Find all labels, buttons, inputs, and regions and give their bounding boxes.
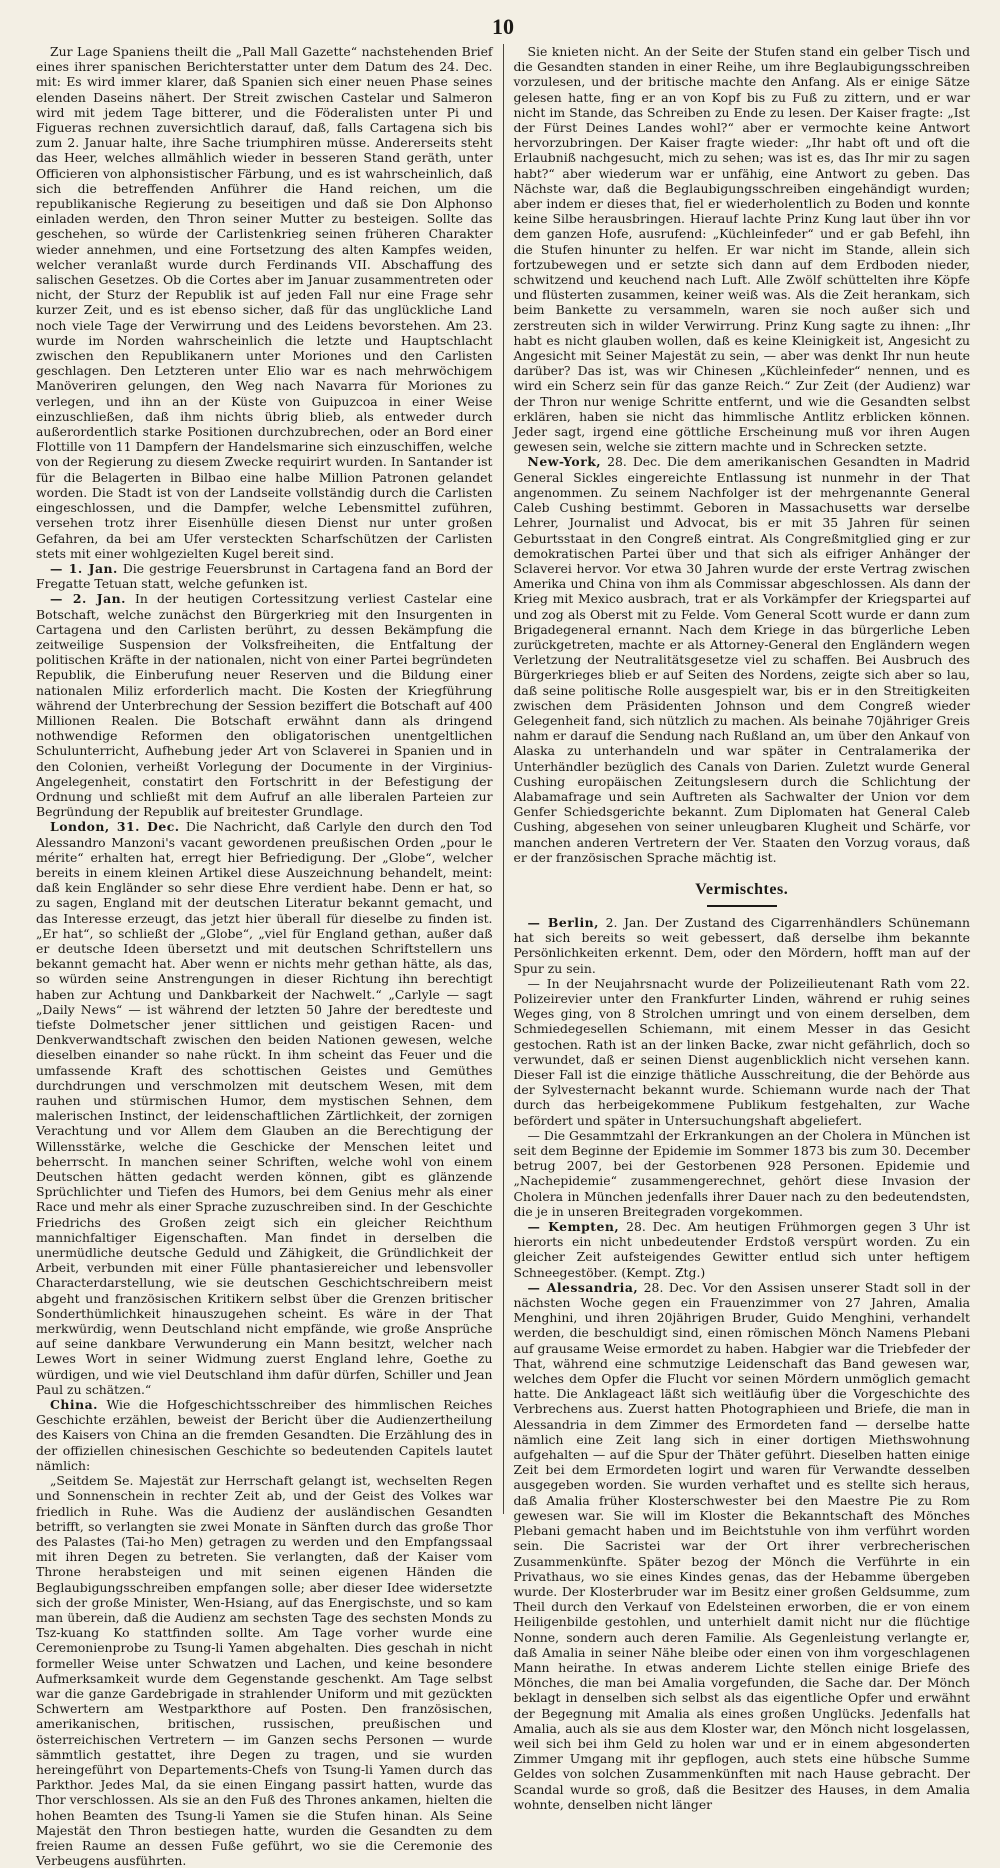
dateline: New-York, (527, 454, 602, 470)
column-rule (503, 44, 504, 1514)
paragraph-text: — Die Gesammtzahl der Erkrankungen an der Cholera in München ist seit dem Beginne der Epidemie im Sommer 1873 bis zum 30. December betrug 2007, bei der Gestorbenen 928 Personen. Epidemie und „Nachepidemie“ zusammengerechnet, gehört diese Invasion der Cholera in München jedenfalls ihrer Dauer nach zu den bedeutendsten, die je in unseren Breitegraden vorgekommen. (513, 1127, 970, 1219)
paragraph-text: „Seitdem Se. Majestät zur Herrschaft gelangt ist, wechselten Regen und Sonnenschein in rechter Zeit ab, und der Geist des Volkes war friedlich in Ruhe. Was die Audienz der ausländischen Gesandten betrifft, so verlangten sie zwei Monate in Sänften durch das große Thor des Palastes (Tai-ho Men) getragen zu werden und den Empfangssaal mit ihren Degen zu betreten. Sie verlangten, daß der Kaiser vom Throne herabsteigen und mit seinen eigenen Händen die Beglaubigungsschreiben empfangen solle; aber dieser Idee widersetzte sich der große Minister, Wen-Hsiang, auf das Energischste, und so kam man überein, daß die Audienz am sechsten Tage des sechsten Monds zu Tsz-kuang Ko stattfinden sollte. Am Tage vorher wurde eine Ceremonienprobe zu Tsung-li Yamen abgehalten. Dies geschah in nicht formeller Weise unter Schwatzen und Lachen, und keine besondere Aufmerksamkeit wurde dem Gegenstande geschenkt. Am Tage selbst war die ganze Gardebrigade in strahlender Uniform und mit gezückten Schwertern am Westparkthore auf Posten. Den französischen, amerikanischen, britischen, russischen, preußischen und österreichischen Vertretern — im Ganzen sechs Personen — wurde sämmtlich gestattet, ihre Degen zu tragen, und sie wurden hereingeführt von Departements-Chefs von Tsung-li Yamen durch das Parkthor. Jedes Mal, da sie einen Eingang passirt hatten, wurde das Thor verschlossen. Als sie an den Fuß des Thrones ankamen, hielten die hohen Beamten des Tsung-li Yamen sie die Stufen hinan. Als Seine Majestät den Thron bestiegen hatte, wurden die Gesandten zu dem freien Raume an dessen Fuße geführt, wo sie die Ceremonie des Verbeugens ausführten. (36, 1473, 493, 1868)
paragraph-text: Die gestrige Feuersbrunst in Cartagena fand an Bord der Fregatte Tetuan statt, welche gefunken ist. (36, 560, 493, 592)
article-paragraph (514, 454, 971, 864)
paragraph-text: Sie knieten nicht. An der Seite der Stufen stand ein gelber Tisch und die Gesandten standen in einer Reihe, um ihre Beglaubigungsschreiben vorzulesen, und der britische machte den Anfang. Als er einige Sätze gelesen hatte, fing er an von Kopf bis zu Fuß zu zittern, und er war nicht im Stande, das Schreiben zu Ende zu lesen. Der Kaiser fragte: „Ist der Fürst Deines Landes wohl?“ aber er vermochte keine Antwort hervorzubringen. Der Kaiser fragte wieder: „Ihr habt oft und oft die Erlaubniß nachgesucht, mich zu sehen; was ist es, das Ihr mir zu sagen habt?“ aber wiederum war er unfähig, eine Antwort zu geben. Das Nächste war, daß die Beglaubigungsschreiben eingehändigt wurden; aber indem er dieses that, fiel er wiederholentlich zu Boden und konnte keine Silbe herausbringen. Hierauf lachte Prinz Kung laut über ihn vor dem ganzen Hofe, ausrufend: „Küchleinfeder“ und er gab Befehl, ihn die Stufen hinunter zu helfen. Er war nicht im Stande, allein sich fortzubewegen und er setzte sich dann auf dem Erdboden nieder, schwitzend und keuchend nach Luft. Alle Zwölf schüttelten ihre Köpfe und flüsterten zusammen, keiner weiß was. Als die Zeit herankam, sich beim Bankette zu versammeln, waren sie noch außer sich und zerstreuten sich in wilder Verwirrung. Prinz Kung sagte zu ihnen: „Ihr habt es nicht glauben wollen, daß es keine Kleinigkeit ist, Angesicht zu Angesicht mit Seiner Majestät zu sein, — aber was denkt Ihr nun heute darüber? Das ist, was wir Chinesen „Küchleinfeder“ nennen, und es wird ein Scherz sein für das ganze Reich.“ Zur Zeit (der Audienz) war der Thron nur wenige Schritte entfernt, und wie die Gesandten selbst erklären, haben sie nicht das himmlische Antlitz erblicken können. Jeder sagt, irgend eine göttliche Erscheinung muß vor ihren Augen gewesen sein, welche sie zittern machte und in Schrecken setzte. (513, 44, 970, 455)
article-paragraph (514, 915, 971, 976)
article-paragraph (514, 1219, 971, 1280)
dateline: — Berlin, (527, 914, 599, 930)
right-column (513, 44, 971, 1812)
article-paragraph (514, 1280, 971, 1812)
paragraph-text: 28. Dec. Die dem amerikanischen Gesandten in Madrid General Sickles eingereichte Entlassung ist nunmehr in der That angenommen. Zu seinem Nachfolger ist der mehrgenannte General Caleb Cushing bestimmt. Geboren in Massachusetts war derselbe Lehrer, Journalist und Advocat, bis er mit 35 Jahren für seinen Geburtsstaat in den Congreß eintrat. Als Congreßmitglied ging er zur demokratischen Partei über und that sich als eifriger Anhänger der Sclaverei hervor. Vor etwa 30 Jahren wurde der erste Vertrag zwischen Amerika und China von ihm als Commissar abgeschlossen. Als dann der Krieg mit Mexico ausbrach, trat er als Vorkämpfer der Kriegspartei auf und zog als Oberst mit zu Felde. Vom General Scott wurde er dann zum Brigadegeneral ernannt. Nach dem Kriege in das bürgerliche Leben zurückgetreten, machte er als Attorney-General den Engländern wegen Verletzung der Neutralitätsgesetze viel zu schaffen. Bei Ausbruch des Bürgerkrieges blieb er auf Seiten des Nordens, zeigte sich aber so lau, daß seine politische Rolle ausgespielt war, bis er in den Streitigkeiten zwischen dem Präsidenten Johnson und dem Congreß wieder Gelegenheit fand, sich nützlich zu machen. Als beinahe 70jähriger Greis nahm er darauf die Sendung nach Rußland an, um über den Ankauf von Alaska zu unterhandeln und war später in Centralamerika der Unterhändler bezüglich des Canals von Darien. Zuletzt wurde General Cushing europäischen Zeitungslesern durch die Schlichtung der Alabamafrage und sein Auftreten als Sachwalter der Union vor dem Genfer Schiedsgerichte bekannt. Zum Diplomaten hat General Caleb Cushing, abgesehen von seiner unleugbaren Klugheit und Schärfe, vor manchen anderen Vertretern der Ver. Staaten den Vorzug voraus, daß er der französischen Sprache mächtig ist. (513, 454, 970, 865)
article-paragraph (36, 561, 493, 591)
dateline: — Alessandria, (527, 1279, 639, 1295)
page-number: 10 (492, 14, 514, 39)
dateline: — 2. Jan. (50, 591, 126, 607)
dateline: — Kempten, (527, 1219, 620, 1235)
article-paragraph (514, 1128, 971, 1219)
paragraph-text: — In der Neujahrsnacht wurde der Polizeilieutenant Rath vom 22. Polizeirevier unter den Frankfurter Linden, während er ruhig seines Weges ging, von 8 Strolchen umringt und von einem derselben, dem Schmiedegesellen Schiemann, mit einem Messer in das Gesicht gestochen. Rath ist an der linken Backe, zwar nicht gefährlich, doch so verwundet, daß er seinen Dienst augenblicklich nicht versehen kann. Dieser Fall ist die einzige thätliche Ausschreitung, die der Behörde aus der Sylvesternacht bekannt wurde. Schiemann wurde nach der That durch das herbeigekommene Publikum festgehalten, zur Wache befördert und später in Untersuchungshaft abgeliefert. (513, 975, 970, 1128)
paragraph-text: Wie die Hofgeschichtsschreiber des himmlischen Reiches Geschichte erzählen, beweist der Bericht über die Audienzertheilung des Kaisers von China an die fremden Gesandten. Die Erzählung des in der offiziellen chinesischen Geschichte so bedeutenden Capitels lautet nämlich: (36, 1397, 493, 1473)
paragraph-text: Zur Lage Spaniens theilt die „Pall Mall Gazette“ nachstehenden Brief eines ihrer spanischen Berichterstatter unter dem Datum des 24. Dec. mit: Es wird immer klarer, daß Spanien sich einer neuen Phase seines elenden Daseins nähert. Der Streit zwischen Castelar und Salmeron wird mit jedem Tage bitterer, und die Föderalisten unter Pi und Figueras rechnen zuversichtlich darauf, daß, falls Cartagena sich bis zum 2. Januar halte, ihre Sache triumphiren müsse. Andererseits steht das Heer, welches allmählich wieder in besseren Stand geräth, unter Officieren von alphonsistischer Färbung, und es ist wahrscheinlich, daß sich die betreffenden Anführer die Hand reichen, um die republikanische Regierung zu beseitigen und daß sie Don Alphonso einladen werden, den Thron seiner Mutter zu besteigen. Sollte das geschehen, so würde der Carlistenkrieg seinen früheren Charakter wieder annehmen, und eine Fortsetzung des alten Kampfes weiden, welcher veranlaßt wurde durch Ferdinands VII. Abschaffung des salischen Gesetzes. Ob die Cortes aber im Januar zusammentreten oder nicht, der Sturz der Republik ist auf jeden Fall nur eine Frage sehr kurzer Zeit, und es ist ebenso sicher, daß für das unglückliche Land noch viele Tage der Verwirrung und des Leidens bevorstehen. Am 23. wurde im Norden wahrscheinlich die letzte und Hauptschlacht zwischen den Republikanern unter Moriones und den Carlisten geschlagen. Den Letzteren unter Elio war es nach mehrwöchigem Manöveriren gelungen, den Weg nach Navarra für Moriones zu verlegen, und ihn an der Küste von Guipuzcoa in einer Weise einzuschließen, daß ihm nichts übrig blieb, als entweder durch außerordentlich starke Positionen durchzubrechen, oder an Bord einer Flottille von 11 Dampfern der Handelsmarine sich einzuschiffen, welche von der Regierung zu diesem Zwecke requirirt wurden. In Santander ist für die Belagerten in Bilbao eine halbe Million Patronen gelandet worden. Die Stadt ist von der Landseite vollständig durch die Carlisten eingeschlossen, und die Dampfer, welche Lebensmittel zuführen, versehen trotz ihrer Eisenhülle diesen Dienst nur unter großen Gefahren, da bei am Ufer versteckten Scharfschützen der Carlisten stets mit einer wohlgezielten Kugel bereit sind. (36, 44, 493, 561)
left-column (36, 44, 493, 1868)
article-paragraph (36, 1397, 493, 1473)
dateline: — 1. Jan. (50, 560, 118, 576)
article-paragraph (36, 44, 493, 561)
paragraph-text: 2. Jan. Der Zustand des Cigarrenhändlers Schünemann hat sich bereits so weit gebessert, daß derselbe ihm bekannte Persönlichkeiten erkennt. Dem, oder den Mördern, hofft man auf der Spur zu sein. (513, 914, 970, 976)
article-paragraph (36, 1473, 493, 1868)
dateline: London, 31. Dec. (50, 819, 180, 835)
article-paragraph (36, 819, 493, 1397)
columns (36, 44, 970, 1868)
article-paragraph (514, 44, 971, 454)
paragraph-text: In der heutigen Cortessitzung verliest Castelar eine Botschaft, welche zunächst den Bürgerkrieg mit den Insurgenten in Cartagena und den Carlisten berührt, zu dessen Bekämpfung die zeitweilige Suspension der Volksfreiheiten, die Entfaltung der politischen Kräfte in der nationalen, nicht von einer Partei begründeten Republik, die Einberufung neuer Reserven und die Bildung einer nationalen Miliz erforderlich macht. Die Kosten der Kriegführung während der Unterbrechung der Session beziffert die Botschaft auf 400 Millionen Realen. Die Botschaft erwähnt dann als dringend nothwendige Reformen den obligatorischen unentgeltlichen Schulunterricht, Aufhebung jeder Art von Sclaverei in Spanien und in den Colonien, verheißt Vorlegung der Documente in der Virginius-Angelegenheit, constatirt den Fortschritt in der Befestigung der Ordnung und schließt mit dem Aufruf an alle liberalen Parteien zur Begründung der Republik auf breitester Grundlage. (36, 591, 493, 820)
dateline: China. (50, 1397, 98, 1413)
paragraph-text: 28. Dec. Vor den Assisen unserer Stadt soll in der nächsten Woche gegen ein Frauenzimmer von 27 Jahren, Amalia Menghini, und ihren 20jährigen Bruder, Guido Menghini, verhandelt werden, die beschuldigt sind, einen römischen Mönch Namens Plebani auf grausame Weise ermordet zu haben. Habgier war die Triebfeder der That, während eine schmutzige Leidenschaft das Band gewesen war, welches dem Opfer die Flucht vor seinen Mördern unmöglich gemacht hatte. Die Anklageact läßt sich weitläufig über die Vorgeschichte des Verbrechens aus. Zuerst hatten Photographieen und Briefe, die man in Alessandria in dem Zimmer des Ermordeten fand — derselbe hatte nämlich eine Zeit lang sich in einer dortigen Miethswohnung aufgehalten — auf die Spur der Thäter geführt. Dieselben hatten einige Zeit bei dem Ermordeten logirt und waren für Verwandte desselben ausgegeben worden. Sie wurden verhaftet und es stellte sich heraus, daß Amalia früher Klosterschwester bei den Maestre Pie zu Rom gewesen war. Sie will im Kloster die Bekanntschaft des Mönches Plebani gemacht haben und im Beichtstuhle von ihm verführt worden sein. Die Sacristei war der Ort ihrer verbrecherischen Zusammenkünfte. Später bezog der Mönch die Verführte in ein Privathaus, wo sie eines Kindes genas, das der Hebamme übergeben wurde. Der Klosterbruder war im Besitz einer großen Geldsumme, zum Theil durch den Verkauf von Edelsteinen erworben, die er von einem Heiligenbilde gestohlen, und unterhielt damit nicht nur die flüchtige Nonne, sondern auch deren Familie. Als Gegenleistung verlangte er, daß Amalia in seiner Nähe bleibe oder einen von ihm vorgeschlagenen Mann heirathe. In etwas anderem Lichte stellen einige Briefe des Mönches, die man bei Amalia vorgefunden, die Sache dar. Der Mönch beklagt in denselben sich selbst als das eigentliche Opfer und erwähnt der Begegnung mit Amalia als eines großen Unglücks. Jedenfalls hat Amalia, auch als sie aus dem Kloster war, den Mönch nicht losgelassen, weil sich bei ihm Geld zu holen war und er in einem abgesonderten Zimmer Umgang mit ihr gepflogen, auch stets eine hübsche Summe Geldes von solchen Zusammenkünften mit nach Hause gebracht. Der Scandal wurde so groß, daß die Besitzer des Hauses, in dem Amalia wohnte, denselben nicht länger (513, 1279, 970, 1812)
section-heading: Vermischtes. (514, 881, 971, 907)
article-paragraph (514, 976, 971, 1128)
paragraph-text: 28. Dec. Am heutigen Frühmorgen gegen 3 Uhr ist hierorts ein nicht unbedeutender Erdstoß verspürt worden. Zu ein gleicher Zeit aufsteigendes Gewitter entlud sich unter heftigem Schneegestöber. (Kempt. Ztg.) (513, 1219, 970, 1280)
paragraph-text: Die Nachricht, daß Carlyle den durch den Tod Alessandro Manzoni's vacant gewordenen preußischen Orden „pour le mérite“ erhalten hat, erregt hier Befriedigung. Der „Globe“, welcher bereits in einem kleinen Artikel diese Auszeichnung behandelt, meint: daß kein Engländer so sehr diese Ehre verdient habe. Denn er hat, so zu sagen, England mit der deutschen Literatur bekannt gemacht, und das Interesse erzeugt, das jetzt hier überall für dieselbe zu finden ist. „Er hat“, so schließt der „Globe“, „viel für England gethan, außer daß er deutsche Ideen übersetzt und mit deutschen Schriftstellern uns bekannt gemacht hat. Aber wenn er nichts mehr gethan hätte, als das, so würden seine Anstrengungen in dieser Richtung ihn berechtigt haben zur Achtung und Dankbarkeit der Nachwelt.“ „Carlyle — sagt „Daily News“ — ist während der letzten 50 Jahre der beredteste und tiefste Dolmetscher jener sittlichen und geistigen Racen- und Denkverwandtschaft zwischen den beiden Nationen gewesen, welche dieselben einander so nahe rückt. In ihm scheint das Feuer und die umfassende Kraft des schottischen Geistes und Gemüthes durchdrungen und verschmolzen mit deutschem Wesen, mit dem rauhen und stürmischen Humor, dem mystischen Sehnen, dem malerischen Instinct, der leidenschaftlichen Zärtlichkeit, der zornigen Verachtung und vor Allem dem Glauben an die Berechtigung der Willensstärke, welche die Geschicke der Menschen leitet und beherrscht. In manchen seiner Schriften, welche wohl von einem Deutschen hätten gedacht werden können, gibt es glänzende Sprüchlichter und Tiefen des Humors, bei dem Genius mehr als einer Race und mehr als einer Sprache zuzuschreiben sind. In der Geschichte Friedrichs des Großen zeigt sich ein gleicher Reichthum mannichfaltiger Eigenschaften. Man findet in derselben die unermüdliche deutsche Geduld und Zähigkeit, die Gründlichkeit der Arbeit, verbunden mit einer Fülle phantasiereicher und lebensvoller Characterdarstellung, wie sie deutschen Geschichtschreibern meist abgeht und französischen Kritikern selbst über die Grenzen britischer Sonderthümlichkeit hinauszugehen scheint. Es wäre in der That merkwürdig, wenn Deutschland nicht empfände, wie große Ansprüche auf seine dankbare Verwunderung ein Mann besitzt, welcher nach Lewes Wort in seiner Widmung zuerst England lehre, Goethe zu würdigen, und wie viel Deutschland ihm dafür dürfen, Schiller und Jean Paul zu schätzen.“ (36, 819, 493, 1397)
article-paragraph (36, 591, 493, 819)
